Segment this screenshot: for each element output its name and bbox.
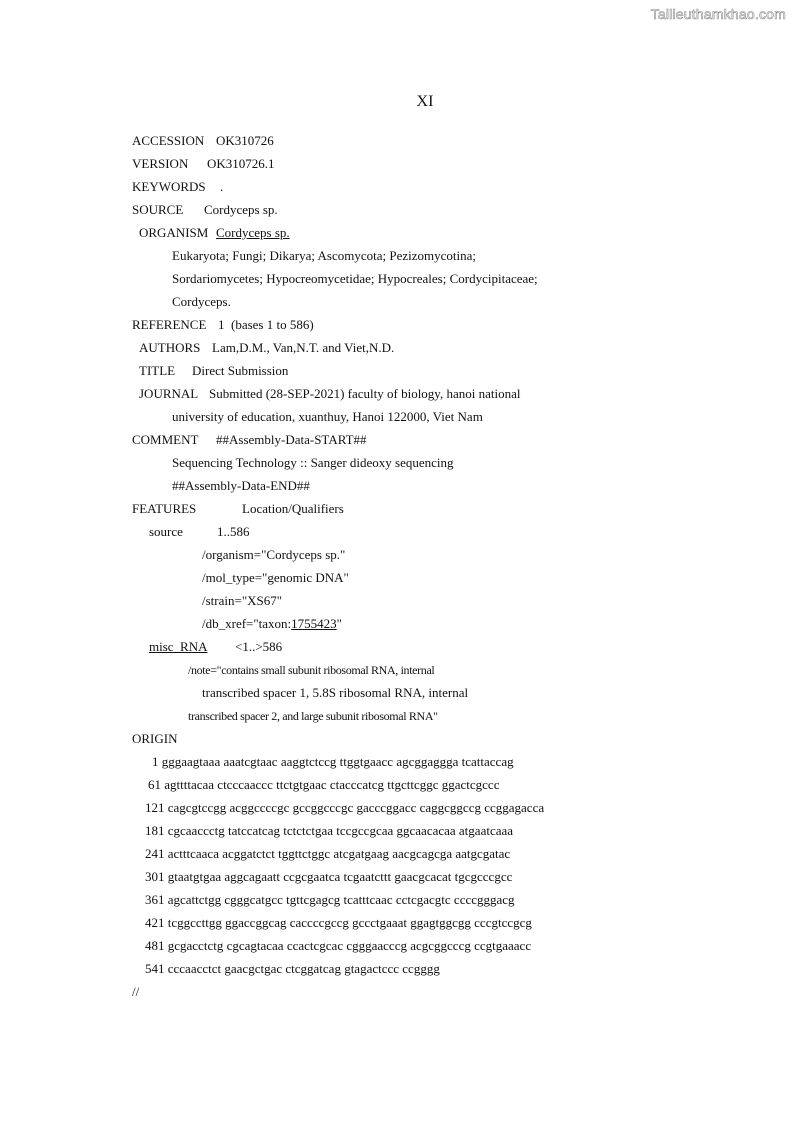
sequence-line: 421 tcggccttgg ggaccggcag caccccgccg gccctgaaat ggagtggcgg cccgtccgcg	[145, 915, 532, 930]
organism-link[interactable]: Cordyceps sp.	[216, 225, 290, 240]
title-key: TITLE	[139, 363, 176, 378]
reference-key: REFERENCE	[132, 317, 207, 332]
comment-line: Sequencing Technology :: Sanger dideoxy sequencing	[172, 455, 454, 470]
organism-key: ORGANISM	[139, 225, 209, 240]
sequence-line: 541 cccaacctct gaacgctgac ctcggatcag gtagactccc ccgggg	[145, 961, 440, 976]
lineage-line: Cordyceps.	[172, 294, 231, 309]
misc-rna-link[interactable]: misc_RNA	[149, 639, 208, 654]
features-key: FEATURES	[132, 501, 197, 516]
sequence-line: 481 gcgacctctg cgcagtacaa ccactcgcac cgggaacccg acgcggcccg ccgtgaaacc	[145, 938, 532, 953]
comment-key: COMMENT	[132, 432, 199, 447]
journal-key: JOURNAL	[139, 386, 199, 401]
source-feature-location: 1..586	[217, 524, 250, 539]
version-key: VERSION	[132, 156, 189, 171]
reference-value: 1 (bases 1 to 586)	[218, 317, 314, 332]
db-xref-qualifier	[202, 616, 342, 632]
note-line: transcribed spacer 2, and large subunit ribosomal RNA"	[188, 709, 438, 723]
sequence-line: 1 gggaagtaaa aaatcgtaac aaggtctccg ttggtgaacc agcggaggga tcattaccag	[152, 754, 514, 769]
sequence-line: 241 actttcaaca acggatctct tggttctggc atcgatgaag aacgcagcga aatgcgatac	[145, 846, 511, 861]
journal-line: Submitted (28-SEP-2021) faculty of biology, hanoi national	[209, 386, 521, 401]
journal-line: university of education, xuanthuy, Hanoi 122000, Viet Nam	[172, 409, 483, 424]
lineage-line: Eukaryota; Fungi; Dikarya; Ascomycota; Pezizomycotina;	[172, 248, 476, 263]
accession-key: ACCESSION	[132, 133, 205, 148]
note-line: transcribed spacer 1, 5.8S ribosomal RNA, internal	[202, 685, 469, 700]
db-xref-suffix: "	[336, 616, 342, 631]
version-value: OK310726.1	[207, 156, 275, 171]
end-marker: //	[132, 984, 140, 999]
source-value: Cordyceps sp.	[204, 202, 278, 217]
note-line: /note="contains small subunit ribosomal RNA, internal	[188, 663, 435, 677]
db-xref-prefix: /db_xref="taxon:	[202, 616, 292, 631]
misc-rna-location: <1..>586	[235, 639, 283, 654]
origin-key: ORIGIN	[132, 731, 178, 746]
page-title: XI	[416, 93, 434, 110]
mol-type-qualifier: /mol_type="genomic DNA"	[202, 570, 349, 585]
strain-qualifier: /strain="XS67"	[202, 593, 283, 608]
organism-qualifier: /organism="Cordyceps sp."	[202, 547, 346, 562]
sequence-line: 121 cagcgtccgg acggccccgc gccggcccgc gacccggacc caggcggccg ccggagacca	[145, 800, 545, 815]
lineage-line: Sordariomycetes; Hypocreomycetidae; Hypocreales; Cordycipitaceae;	[172, 271, 538, 286]
source-feature-key: source	[149, 524, 183, 539]
title-value: Direct Submission	[192, 363, 289, 378]
watermark: Tailieuthamkhao.com	[650, 6, 786, 22]
sequence-line: 301 gtaatgtgaa aggcagaatt ccgcgaatca tcgaatcttt gaacgcacat tgcgcccgcc	[145, 869, 513, 884]
comment-line: ##Assembly-Data-START##	[216, 432, 367, 447]
authors-value: Lam,D.M., Van,N.T. and Viet,N.D.	[212, 340, 395, 355]
sequence-line: 61 agttttacaa ctcccaaccc ttctgtgaac ctacccatcg ttgcttcggc ggactcgccc	[148, 777, 500, 792]
keywords-key: KEYWORDS	[132, 179, 206, 194]
sequence-line: 361 agcattctgg cgggcatgcc tgttcgagcg tcatttcaac cctcgacgtc ccccgggacg	[145, 892, 515, 907]
authors-key: AUTHORS	[139, 340, 201, 355]
features-header: Location/Qualifiers	[242, 501, 344, 516]
keywords-value: .	[220, 179, 224, 194]
comment-line: ##Assembly-Data-END##	[172, 478, 310, 493]
accession-value: OK310726	[216, 133, 274, 148]
sequence-line: 181 cgcaaccctg tatccatcag tctctctgaa tccgccgcaa ggcaacacaa atgaatcaaa	[145, 823, 514, 838]
taxon-link[interactable]: 1755423	[291, 616, 337, 631]
source-key: SOURCE	[132, 202, 184, 217]
